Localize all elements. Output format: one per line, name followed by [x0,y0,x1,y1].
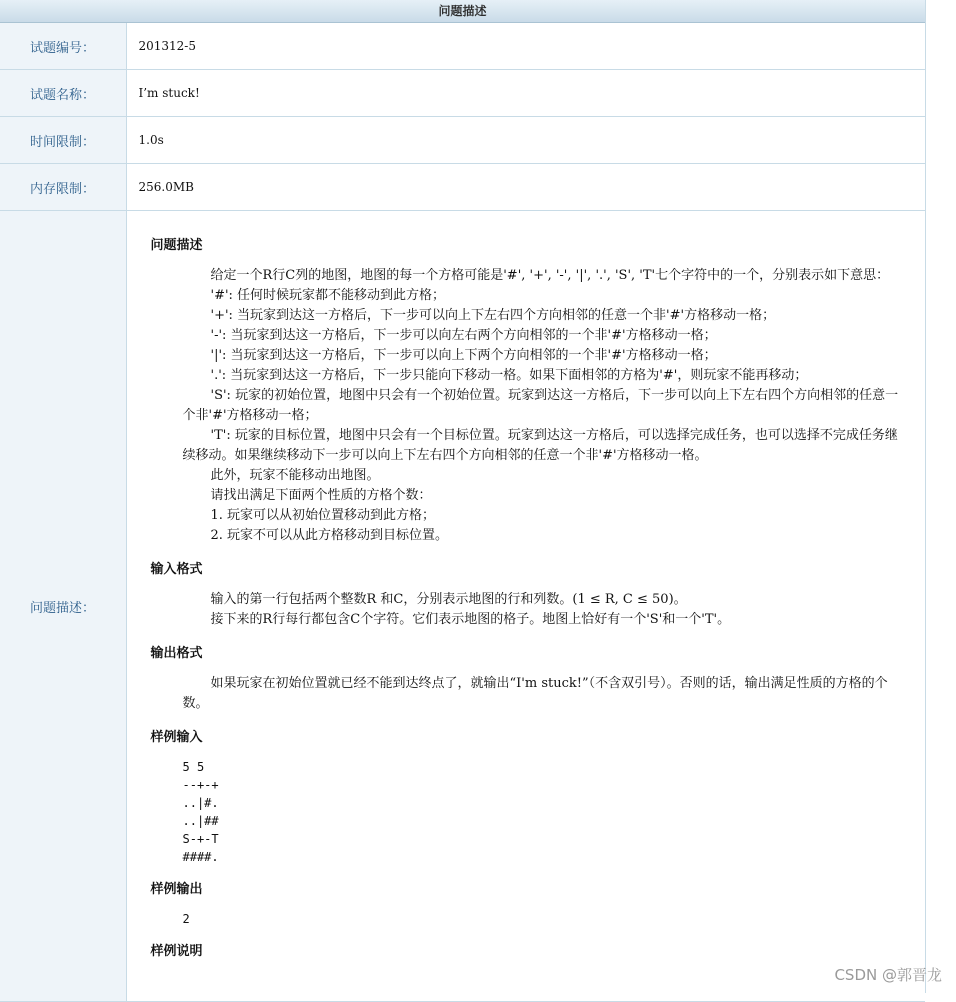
panel-header: 问题描述 [0,0,925,23]
paragraph: 1. 玩家可以从初始位置移动到此方格； [210,508,436,523]
info-value: 256.0MB [126,164,925,211]
info-row-id [0,23,925,70]
description-content [139,212,925,1000]
info-label: 内存限制： [0,164,126,211]
info-value: I’m stuck! [126,70,925,117]
section-title-input: 输入格式 [150,562,203,577]
input-paragraphs [151,590,909,630]
paragraph: 输入的第一行包括两个整数R 和C，分别表示地图的行和列数。(1 ≤ R, C ≤ 50)。 [210,592,687,607]
sample-input-block: 5 5 --+-+ ..|#. ..|## S-+-T ####. [182,760,219,864]
paragraph: '-': 当玩家到达这一方格后，下一步可以向左右两个方向相邻的一个非'#'方格移动一格； [210,328,717,343]
problem-paragraphs [151,266,909,546]
info-row-description [0,211,925,1002]
output-paragraphs [151,674,909,714]
paragraph: 请找出满足下面两个性质的方格个数： [210,488,432,503]
description-cell [126,211,925,1002]
paragraph: 'S': 玩家的初始位置，地图中只会有一个初始位置。玩家到达这一方格后，下一步可以向上下左右四个方向相邻的任意一个非'#'方格移动一格； [182,388,899,423]
section-title-sample-explain: 样例说明 [150,944,203,959]
paragraph: '|': 当玩家到达这一方格后，下一步可以向上下两个方向相邻的一个非'#'方格移动一格； [210,348,717,363]
paragraph: 接下来的R行每行都包含C个字符。它们表示地图的格子。地图上恰好有一个'S'和一个'T'。 [210,612,731,627]
paragraph: 给定一个R行C列的地图，地图的每一个方格可能是'#', '+', '-', '|', '.', 'S', 'T'七个字符中的一个，分别表示如下意思： [210,268,890,283]
paragraph: 'T': 玩家的目标位置，地图中只会有一个目标位置。玩家到达这一方格后，可以选择完成任务，也可以选择不完成任务继续移动。如果继续移动下一步可以向上下左右四个方向相邻的任意一个非'#'方格移动一格。 [182,428,898,463]
paragraph: 如果玩家在初始位置就已经不能到达终点了，就输出“I'm stuck!”（不含双引号）。否则的话，输出满足性质的方格的个数。 [182,676,888,711]
info-row-memory [0,164,925,211]
paragraph: '.': 当玩家到达这一方格后，下一步只能向下移动一格。如果下面相邻的方格为'#'，则玩家不能再移动； [210,368,808,383]
paragraph: '#': 任何时候玩家都不能移动到此方格； [210,288,446,303]
info-row-name [0,70,925,117]
info-label: 试题名称： [0,70,126,117]
paragraph: '+': 当玩家到达这一方格后，下一步可以向上下左右四个方向相邻的任意一个非'#'方格移动一格； [210,308,776,323]
problem-info-table [0,23,925,1002]
paragraph: 2. 玩家不可以从此方格移动到目标位置。 [210,528,449,543]
info-value: 1.0s [126,117,925,164]
section-title-sample-output: 样例输出 [150,882,203,897]
info-label: 试题编号： [0,23,126,70]
info-value: 201312-5 [126,23,925,70]
info-label: 时间限制： [0,117,126,164]
section-title-sample-input: 样例输入 [150,730,203,745]
section-title-output: 输出格式 [150,646,203,661]
section-title-problem: 问题描述 [150,238,203,253]
sample-output-block: 2 [182,912,190,926]
info-row-time [0,117,925,164]
paragraph: 此外，玩家不能移动出地图。 [210,468,380,483]
watermark: CSDN @郭晋龙 [834,966,942,984]
info-label: 问题描述： [0,211,126,1002]
